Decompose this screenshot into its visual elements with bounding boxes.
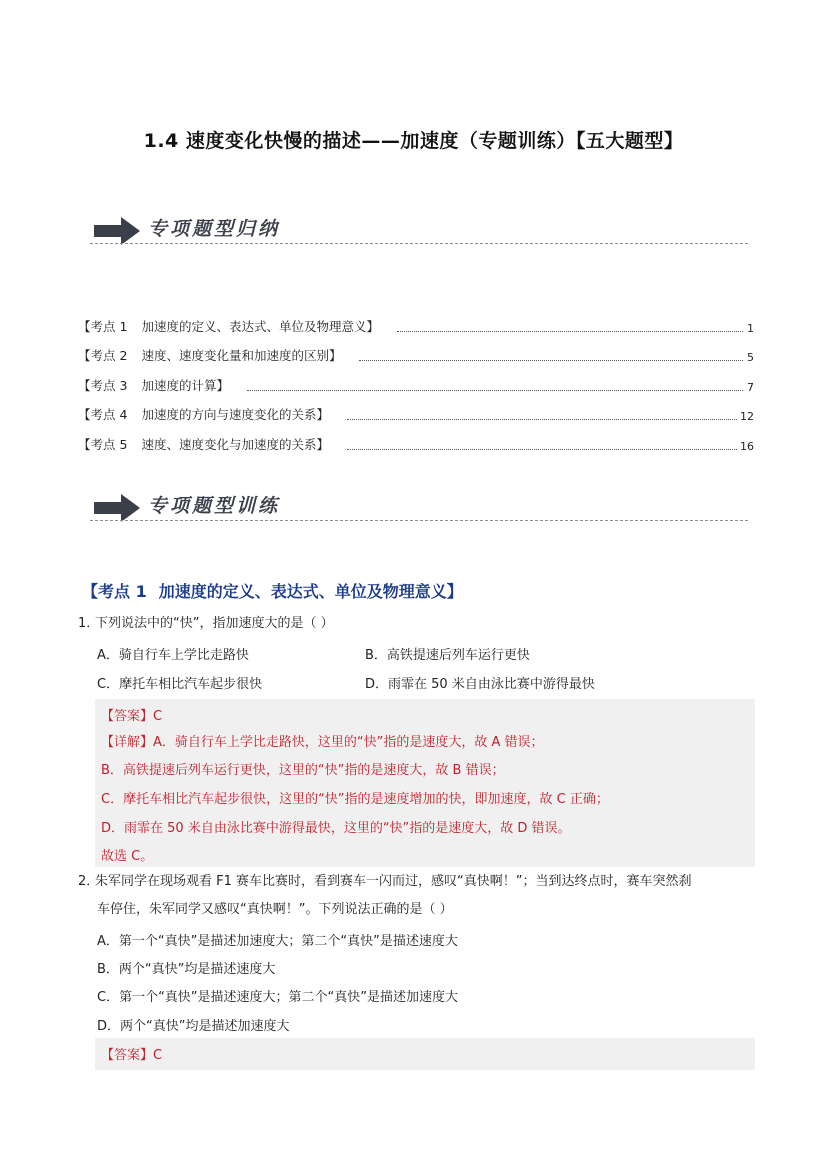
option-b: B．两个“真快”均是描述速度大 <box>97 962 276 977</box>
answer-line: 【答案】C <box>101 1048 163 1063</box>
section-heading-label: 【考点 1 <box>82 582 147 601</box>
toc-entry-label: 【考点 2 <box>78 348 128 363</box>
question-1-stem <box>78 614 758 634</box>
option-d: D．两个“真快”均是描述加速度大 <box>97 1019 290 1034</box>
toc-entry-3[interactable] <box>78 364 754 394</box>
section-heading-text: 加速度的定义、表达式、单位及物理意义】 <box>158 582 463 601</box>
arrow-right-icon <box>94 216 142 246</box>
toc-entry-text: 加速度的定义、表达式、单位及物理意义】 <box>141 318 379 334</box>
question-1-options <box>97 639 737 697</box>
toc-leader-dots <box>347 449 737 450</box>
toc-page-number: 1 <box>747 321 754 335</box>
arrow-right-icon <box>94 493 142 523</box>
toc-entry-label: 【考点 3 <box>78 377 128 393</box>
toc-page-number: 7 <box>747 380 754 394</box>
option-a: A．第一个“真快”是描述加速度大；第二个“真快”是描述速度大 <box>97 934 458 949</box>
toc-entry-4[interactable] <box>78 394 754 424</box>
answer-line: 【答案】C <box>101 709 163 724</box>
detail-line-2: B．高铁提速后列车运行更快，这里的“快”指的是速度大，故 B 错误； <box>101 763 505 778</box>
toc-leader-dots <box>359 360 743 361</box>
question-2-stem <box>78 872 758 892</box>
question-2-stem-continued <box>97 900 747 920</box>
banner-divider <box>90 520 748 521</box>
detail-line-4: D．雨霏在 50 米自由泳比赛中游得最快，这里的“快”指的是速度大，故 D 错误。 <box>101 821 571 836</box>
toc-entry-5[interactable] <box>78 423 754 453</box>
toc-page-number: 5 <box>747 351 754 364</box>
detail-line-3: C．摩托车相比汽车起步很快，这里的“快”指的是速度增加的快，即加速度，故 C 正确； <box>101 792 609 807</box>
toc-leader-dots <box>347 419 737 420</box>
toc-leader-dots <box>397 331 743 332</box>
toc-entry-2[interactable] <box>78 335 754 365</box>
question-1-answer-box <box>95 699 755 867</box>
option-b: B．高铁提速后列车运行更快 <box>365 648 530 663</box>
toc-entry-text: 加速度的计算】 <box>141 377 229 393</box>
toc-entry-label: 【考点 5 <box>78 436 128 452</box>
detail-line-1: 【详解】A．骑自行车上学比走路快，这里的“快”指的是速度大，故 A 错误； <box>101 735 544 750</box>
option-a: A．骑自行车上学比走路快 <box>97 648 249 663</box>
summary-banner <box>90 212 748 252</box>
toc-entry-label: 【考点 1 <box>78 318 128 334</box>
question-number: 1． <box>78 616 100 631</box>
training-banner-label: 专项题型训练 <box>148 495 281 517</box>
option-c: C．摩托车相比汽车起步很快 <box>97 677 263 692</box>
question-text: 下列说法中的“快”，指加速度大的是（ ） <box>95 616 334 631</box>
toc-leader-dots <box>247 390 743 391</box>
section-heading <box>82 579 463 602</box>
question-2-answer-box <box>95 1038 755 1070</box>
toc-entry-label: 【考点 4 <box>78 407 128 422</box>
toc-page-number: 16 <box>740 439 754 453</box>
question-text-line-2: 车停住，朱军同学又感叹“真快啊！”。下列说法正确的是（ ） <box>97 902 453 917</box>
toc-entry-text: 速度、速度变化量和加速度的区别】 <box>141 348 342 363</box>
option-c: C．第一个“真快”是描述速度大；第二个“真快”是描述加速度大 <box>97 990 459 1005</box>
question-text-line-1: 朱军同学在现场观看 F1 赛车比赛时，看到赛车一闪而过，感叹“真快啊！”；当到达终点时，赛车突然刹 <box>95 874 692 889</box>
toc-entry-text: 加速度的方向与速度变化的关系】 <box>141 407 329 422</box>
banner-divider <box>90 243 748 244</box>
document-title: 1.4 速度变化快慢的描述——加速度（专题训练）【五大题型】 <box>143 130 684 152</box>
detail-conclusion: 故选 C。 <box>101 849 154 864</box>
toc-entry-text: 速度、速度变化与加速度的关系】 <box>141 436 329 452</box>
toc-page-number: 12 <box>740 410 754 423</box>
training-banner <box>90 489 748 529</box>
option-d: D．雨霏在 50 米自由泳比赛中游得最快 <box>365 677 595 692</box>
question-number: 2． <box>78 874 100 889</box>
toc-entry-1[interactable] <box>78 305 754 335</box>
table-of-contents <box>78 305 754 453</box>
summary-banner-label: 专项题型归纳 <box>148 218 281 240</box>
